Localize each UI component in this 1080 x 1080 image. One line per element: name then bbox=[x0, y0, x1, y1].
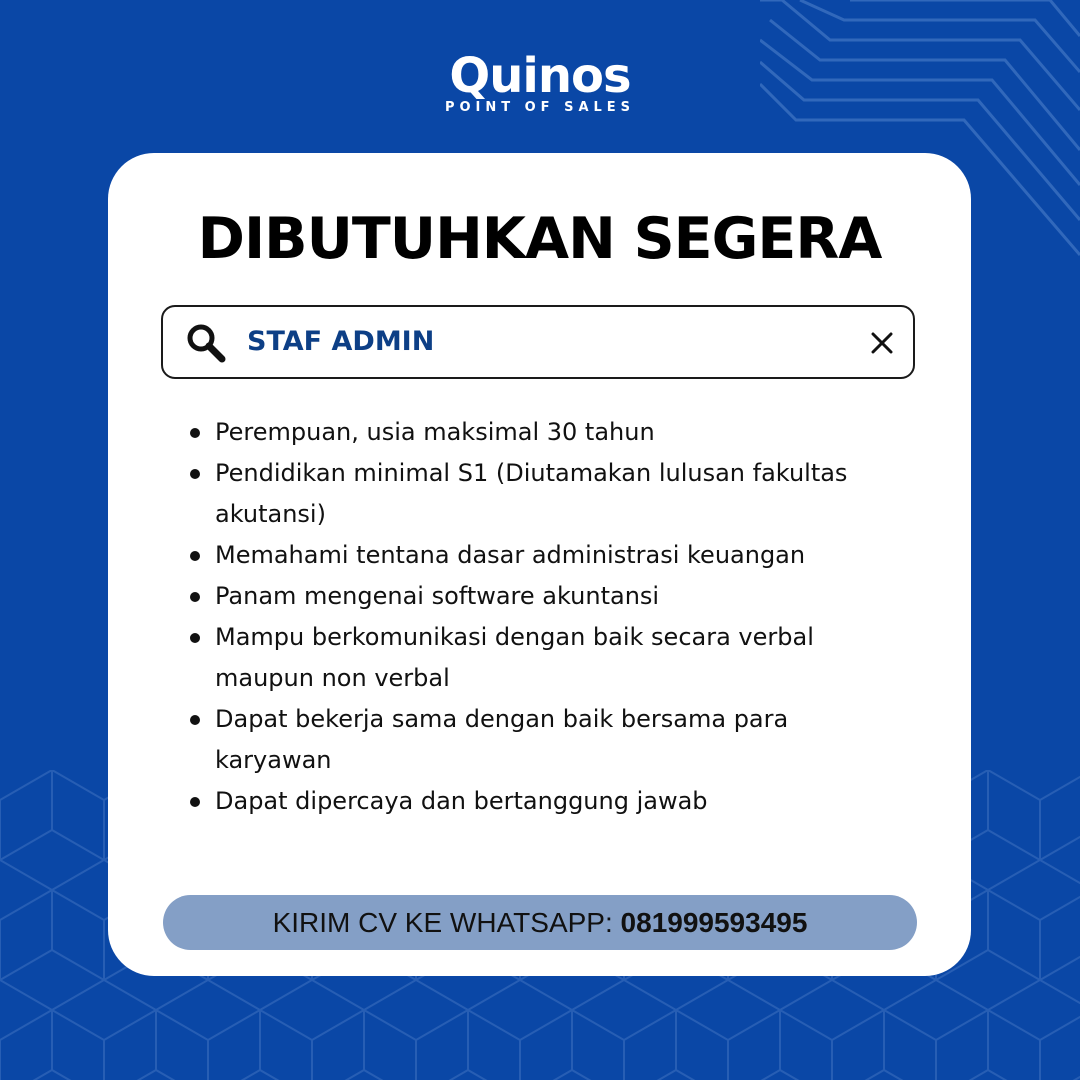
requirements-list bbox=[188, 412, 888, 822]
bullet-icon bbox=[190, 428, 200, 438]
list-item bbox=[188, 535, 888, 576]
brand-name: Quinos bbox=[449, 48, 631, 104]
requirement-text: Panam mengenai software akuntansi bbox=[215, 582, 660, 610]
brand-tagline: POINT OF SALES bbox=[444, 100, 636, 115]
search-icon bbox=[185, 322, 227, 364]
requirement-text: Pendidikan minimal S1 (Diutamakan lulusan fakultas akutansi) bbox=[215, 459, 848, 528]
headline: DIBUTUHKAN SEGERA bbox=[197, 206, 882, 272]
cta-phone-number[interactable]: 081999593495 bbox=[620, 907, 808, 938]
cta-label: KIRIM CV KE WHATSAPP: bbox=[272, 907, 621, 938]
list-item bbox=[188, 412, 888, 453]
list-item bbox=[188, 576, 888, 617]
bullet-icon bbox=[190, 715, 200, 725]
bullet-icon bbox=[190, 551, 200, 561]
list-item bbox=[188, 781, 888, 822]
job-card bbox=[108, 153, 971, 976]
whatsapp-cta-button[interactable] bbox=[163, 895, 917, 950]
bullet-icon bbox=[190, 633, 200, 643]
requirement-text: Memahami tentana dasar administrasi keuangan bbox=[215, 541, 806, 569]
bullet-icon bbox=[190, 592, 200, 602]
list-item bbox=[188, 699, 888, 781]
search-bar[interactable] bbox=[161, 305, 915, 379]
requirement-text: Perempuan, usia maksimal 30 tahun bbox=[215, 418, 655, 446]
bullet-icon bbox=[190, 469, 200, 479]
requirement-text: Dapat bekerja sama dengan baik bersama para karyawan bbox=[215, 705, 789, 774]
close-icon[interactable] bbox=[867, 328, 897, 358]
brand-logo bbox=[0, 48, 1080, 116]
requirement-text: Dapat dipercaya dan bertanggung jawab bbox=[215, 787, 708, 815]
search-query[interactable]: STAF ADMIN bbox=[247, 326, 435, 357]
list-item bbox=[188, 453, 888, 535]
requirement-text: Mampu berkomunikasi dengan baik secara verbal maupun non verbal bbox=[215, 623, 814, 692]
list-item bbox=[188, 617, 888, 699]
bullet-icon bbox=[190, 797, 200, 807]
